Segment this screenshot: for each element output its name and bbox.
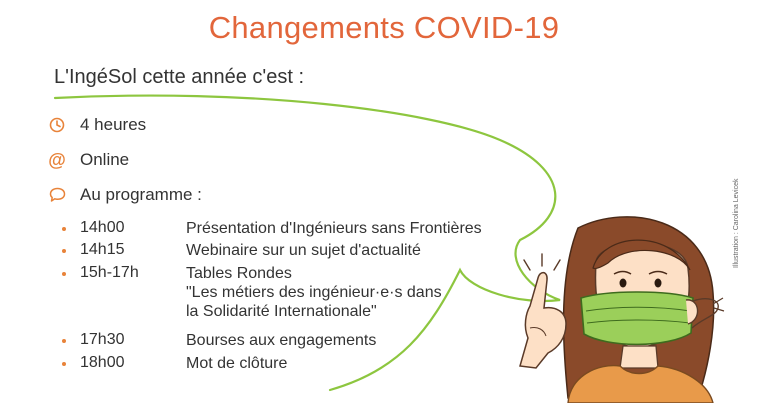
bullet-icon [62, 249, 66, 253]
intro-text: L'IngéSol cette année c'est : [54, 66, 305, 88]
description-line: Webinaire sur un sujet d'actualité [186, 242, 421, 259]
schedule-time: 18h00 [80, 354, 125, 371]
program-text: Au programme : [80, 185, 202, 204]
page-title: Changements COVID-19 [208, 10, 560, 45]
illustration-credit: Illustration : Carolina Levicek [733, 178, 740, 268]
bullet-icon [62, 272, 66, 276]
description-line: Présentation d'Ingénieurs sans Frontières [186, 220, 482, 237]
at-icon: @ [48, 150, 66, 170]
description-line: Bourses aux engagements [186, 332, 377, 349]
format-text: Online [80, 150, 130, 169]
schedule-time: 15h-17h [80, 264, 139, 281]
description-line: Tables Rondes [186, 265, 292, 282]
schedule-item [62, 331, 376, 350]
bullet-icon [62, 362, 66, 366]
schedule-item [62, 264, 442, 321]
description-line: "Les métiers des ingénieur·e·s dans [186, 284, 442, 301]
schedule-time: 17h30 [80, 331, 125, 348]
description-line: Mot de clôture [186, 355, 288, 372]
clock-icon [48, 116, 66, 134]
schedule-description [186, 331, 376, 350]
speech-bubble-icon [48, 186, 66, 204]
schedule-time: 14h15 [80, 241, 125, 258]
schedule-description [186, 354, 287, 373]
key-item-program [48, 185, 202, 205]
key-item-format [48, 150, 129, 170]
masked-person-illustration [508, 208, 733, 403]
schedule-time: 14h00 [80, 219, 125, 236]
schedule-item [62, 241, 421, 260]
key-item-duration [48, 115, 146, 135]
schedule-item [62, 219, 482, 238]
schedule-item [62, 354, 287, 373]
schedule-description [186, 241, 421, 260]
bullet-icon [62, 339, 66, 343]
bullet-icon [62, 227, 66, 231]
schedule-description [186, 219, 482, 238]
schedule-description [186, 264, 442, 321]
description-line: la Solidarité Internationale" [186, 303, 377, 320]
duration-text: 4 heures [80, 115, 147, 134]
